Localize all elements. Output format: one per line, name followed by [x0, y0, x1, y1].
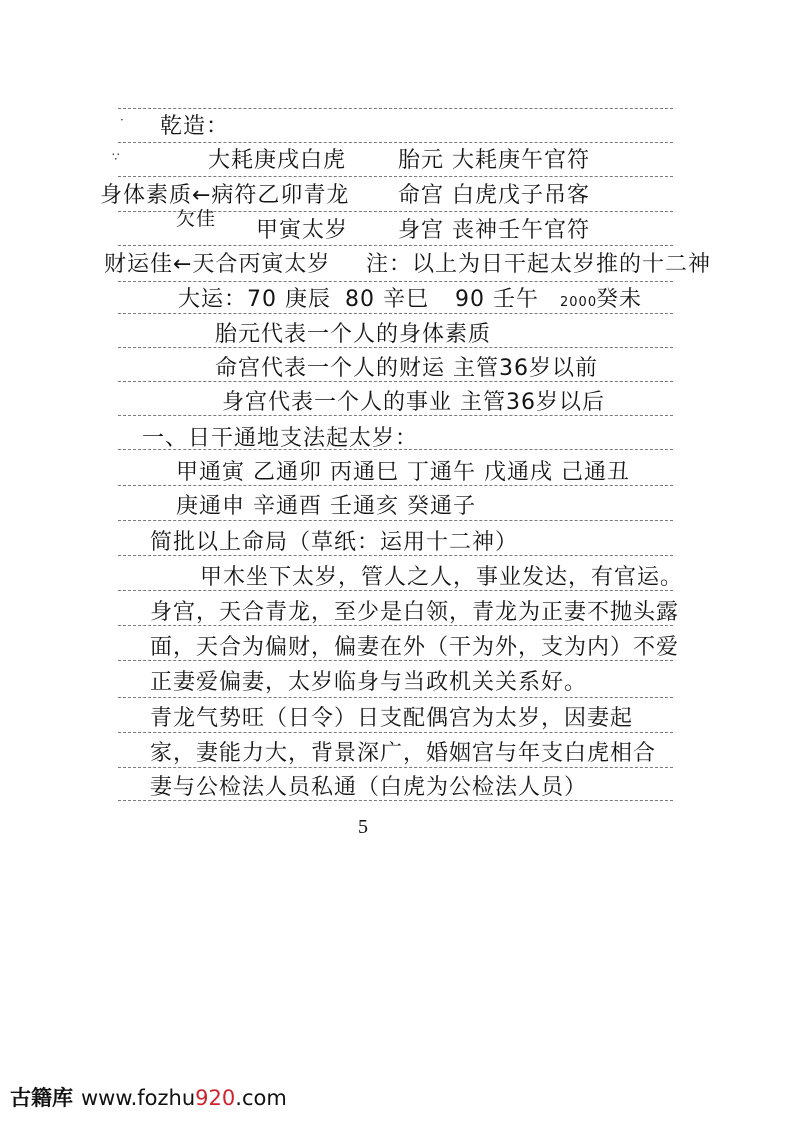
- ruled-line: [118, 108, 673, 109]
- text-line-18: 青龙气势旺（日令）日支配偶宫为太岁，因妻起: [150, 706, 634, 731]
- text-line-5b: 注：以上为日干起太岁推的十二神: [366, 252, 712, 277]
- text-line-7: 胎元代表一个人的身体素质: [215, 322, 492, 347]
- page-number: 5: [358, 816, 368, 838]
- text-line-10: 一、日干通地支法起太岁：: [142, 426, 419, 451]
- ruled-line: [118, 732, 673, 733]
- text-line-17: 正妻爱偏妻，太岁临身与当政机关关系好。: [150, 670, 588, 695]
- text-line-8: 命宫代表一个人的财运 主管36岁以前: [215, 356, 598, 381]
- text-line-5a: 财运佳←天合丙寅太岁: [104, 252, 331, 277]
- text-line-2a: 大耗庚戌白虎: [208, 148, 347, 173]
- text-line-13: 简批以上命局（草纸：运用十二神）: [150, 530, 519, 555]
- text-line-11: 甲通寅 乙通卯 丙通巳 丁通午 戊通戌 己通丑: [176, 460, 630, 485]
- text-line-4b: 身宫 丧神壬午官符: [398, 218, 590, 243]
- stray-mark: ·: [120, 113, 124, 127]
- text-line-6b: 80 辛巳: [345, 287, 429, 312]
- text-line-20: 妻与公检法人员私通（白虎为公检法人员）: [150, 775, 588, 800]
- footer-url-accent: 920: [195, 1086, 236, 1110]
- text-line-6d: 癸未: [596, 287, 643, 312]
- text-line-4a: 甲寅太岁: [256, 218, 349, 243]
- ruled-line: [118, 520, 673, 521]
- text-line-14: 甲木坐下太岁，管人之人，事业发达，有官运。: [200, 565, 684, 590]
- text-line-3-note: 欠佳: [176, 208, 217, 230]
- text-line-6a: 大运：70 庚辰: [178, 287, 331, 312]
- ruled-line: [118, 767, 673, 768]
- text-line-12: 庚通申 辛通酉 壬通亥 癸通子: [176, 494, 476, 519]
- text-line-2b: 胎元 大耗庚午官符: [398, 148, 590, 173]
- ruled-line: [118, 697, 673, 698]
- ruled-line: [118, 281, 673, 282]
- ruled-line: [118, 142, 673, 143]
- text-line-3a: 身体素质←病符乙卯青龙: [100, 183, 350, 208]
- footer-url-prefix: www.fozhu: [81, 1086, 196, 1110]
- text-line-19: 家，妻能力大，背景深广，婚姻宫与年支白虎相合: [150, 741, 657, 766]
- text-line-6c: 90 壬午: [455, 287, 539, 312]
- text-line-9: 身宫代表一个人的事业 主管36岁以后: [222, 390, 605, 415]
- text-line-15: 身宫，天合青龙，至少是白领，青龙为正妻不抛头露: [150, 600, 680, 625]
- text-line-6d-num: 2000: [560, 295, 598, 310]
- ruled-line: [118, 245, 673, 246]
- text-line-1: 乾造：: [160, 114, 230, 139]
- footer-url-suffix: .com: [235, 1086, 287, 1110]
- footer-watermark: [10, 1082, 287, 1112]
- ruled-line: [118, 176, 673, 177]
- stray-mark: ∵: [112, 150, 120, 164]
- text-line-16: 面，天合为偏财，偏妻在外（干为外，支为内）不爱: [150, 635, 680, 660]
- footer-brand: 古籍库: [10, 1086, 73, 1110]
- text-line-3b: 命宫 白虎戊子吊客: [398, 183, 590, 208]
